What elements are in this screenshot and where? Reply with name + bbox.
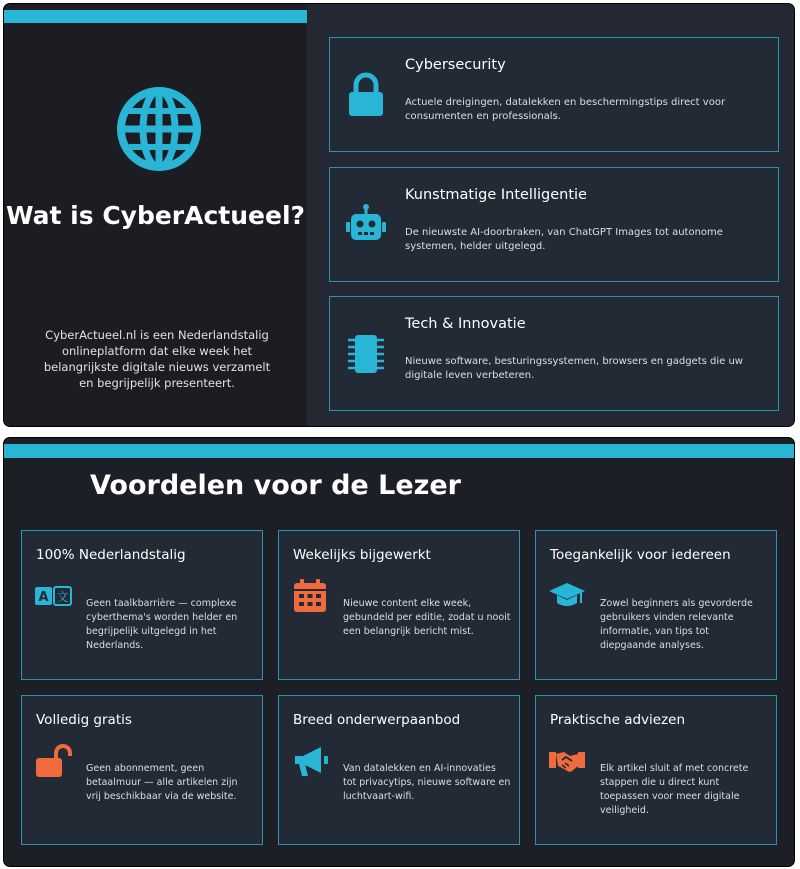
card-title: Toegankelijk voor iedereen: [550, 547, 731, 563]
card-tech: [329, 296, 779, 411]
card-title: Tech & Innovatie: [405, 316, 526, 332]
intro-panel: [4, 23, 307, 426]
card-title: Cybersecurity: [405, 57, 506, 73]
card-free: [21, 695, 263, 845]
intro-description: CyberActueel.nl is een Nederlandstalig onlineplatform dat elke week het belangrijkste digitale nieuws verzamelt en begrijpelijk presenteert.: [43, 328, 271, 390]
card-title: Praktische adviezen: [550, 712, 686, 728]
card-title: 100% Nederlandstalig: [36, 547, 186, 563]
card-text: Van datalekken en AI-innovaties tot privacytips, nieuwe software en luchtvaart-wifi.: [343, 763, 511, 802]
card-dutch: [21, 530, 263, 680]
globe-icon: [115, 85, 203, 173]
handshake-icon: [548, 744, 586, 778]
card-title: Breed onderwerpaanbod: [293, 712, 461, 728]
card-cybersecurity: [329, 37, 779, 152]
chip-icon: [346, 331, 386, 377]
card-text: Zowel beginners als gevorderde gebruikers vinden relevante informatie, van tips tot diepgaande analyses.: [600, 598, 753, 651]
page-title: Wat is CyberActueel?: [5, 201, 306, 230]
card-topics: [278, 695, 520, 845]
slide-benefits: [4, 438, 794, 866]
section-title: Voordelen voor de Lezer: [90, 470, 461, 501]
card-text: De nieuwste AI-doorbraken, van ChatGPT Images tot autonome systemen, helder uitgelegd.: [405, 227, 723, 252]
card-text: Geen abonnement, geen betaalmuur — alle artikelen zijn vrij beschikbaar via de website.: [86, 763, 238, 802]
card-title: Volledig gratis: [36, 712, 132, 728]
lock-icon: [346, 72, 386, 118]
accent-bar: [4, 10, 307, 23]
card-title: Wekelijks bijgewerkt: [293, 547, 431, 563]
graduation-cap-icon: [548, 579, 586, 613]
svg-text:文: 文: [56, 590, 69, 604]
card-text: Actuele dreigingen, datalekken en beschermingstips direct voor consumenten en professionals.: [405, 97, 726, 122]
card-advice: [535, 695, 777, 845]
card-text: Geen taalkbarrière — complexe cyberthema's worden helder en begrijpelijk uitgelegd in het Nederlands.: [86, 598, 238, 651]
calendar-icon: [291, 579, 329, 613]
translate-icon: [34, 579, 72, 613]
megaphone-icon: [291, 744, 329, 778]
card-accessible: [535, 530, 777, 680]
card-text: Elk artikel sluit af met concrete stappen die u direct kunt toepassen voor meer digitale veiligheid.: [600, 763, 749, 816]
slide-what-is: [4, 4, 794, 426]
svg-text:A: A: [38, 590, 49, 605]
card-text: Nieuwe content elke week, gebundeld per editie, zodat u nooit een belangrijk bericht mist.: [343, 598, 511, 637]
card-weekly: [278, 530, 520, 680]
accent-bar: [4, 444, 794, 458]
robot-icon: [346, 202, 386, 248]
card-title: Kunstmatige Intelligentie: [405, 187, 587, 203]
card-text: Nieuwe software, besturingssystemen, browsers en gadgets die uw digitale leven verbeteren.: [405, 356, 743, 381]
unlock-icon: [34, 744, 72, 778]
card-ai: [329, 167, 779, 282]
